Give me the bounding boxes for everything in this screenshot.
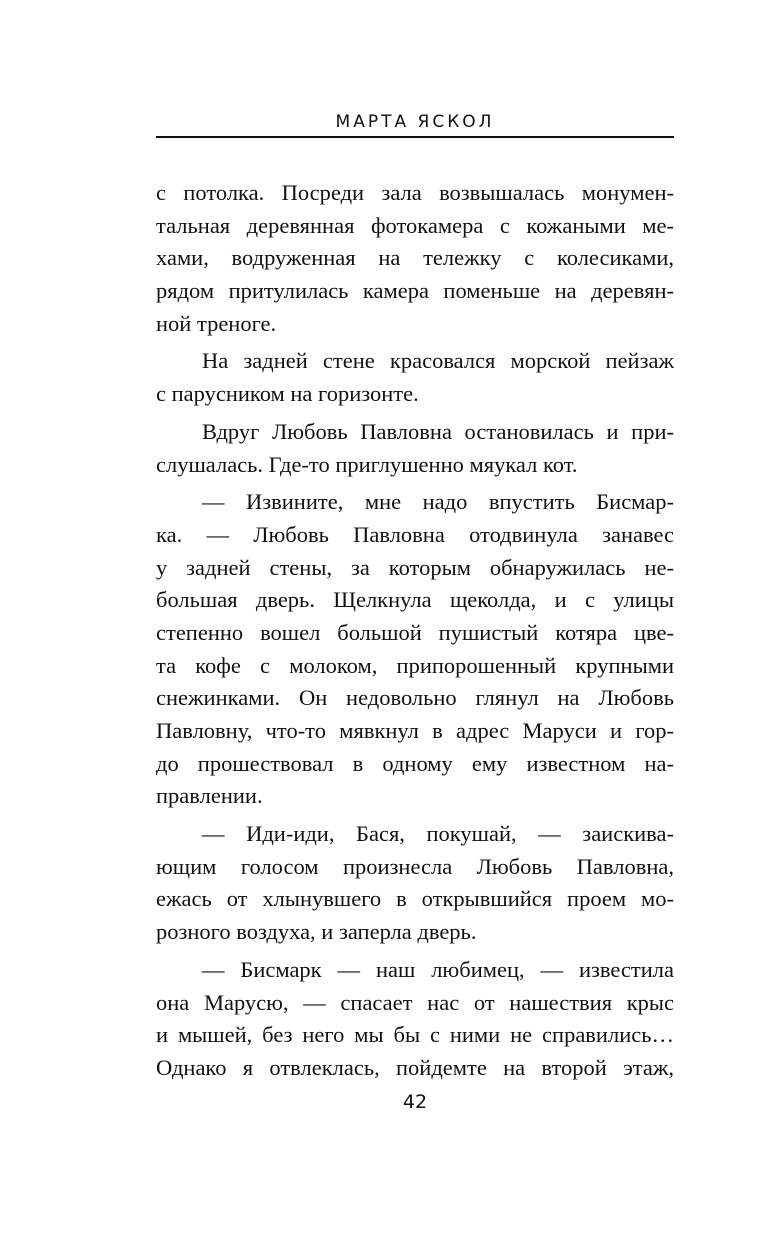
text-line: хами, водруженная на тележку с колесиками, bbox=[156, 245, 674, 271]
text-line: — Бисмарк — наш любимец, — известила bbox=[202, 956, 674, 982]
text-line: степенно вошел большой пушистый котяра цве- bbox=[156, 619, 674, 645]
text-line: рядом притулилась камера поменьше на деревян- bbox=[156, 278, 674, 304]
paragraph bbox=[156, 416, 674, 481]
paragraph bbox=[156, 818, 674, 949]
paragraph bbox=[156, 954, 674, 1085]
text-line: большая дверь. Щелкнула щеколда, и с улицы bbox=[156, 587, 674, 613]
text-line: снежинками. Он недовольно глянул на Любовь bbox=[156, 685, 674, 711]
text-line: ка. — Любовь Павловна отодвинула занавес bbox=[156, 521, 674, 547]
paragraph bbox=[156, 486, 674, 813]
text-line: ежась от хлынувшего в открывшийся проем мо- bbox=[156, 886, 674, 912]
text-line: правлении. bbox=[156, 783, 263, 809]
text-line: у задней стены, за которым обнаружилась не- bbox=[156, 554, 674, 580]
text-line: Павловну, что-то мявкнул в адрес Маруси и гор- bbox=[156, 718, 674, 743]
page-number: 42 bbox=[402, 1091, 428, 1113]
text-line: Вдруг Любовь Павловна остановилась и при- bbox=[202, 418, 674, 444]
text-line: — Иди-иди, Бася, покушай, — заискива- bbox=[202, 821, 674, 847]
text-line: до прошествовал в одному ему известном на- bbox=[156, 750, 674, 776]
text-line: с парусником на горизонте. bbox=[156, 381, 419, 407]
paragraph bbox=[156, 177, 674, 340]
text-line: ной треноге. bbox=[156, 310, 277, 336]
text-line: — Извините, мне надо впустить Бисмар- bbox=[202, 489, 674, 515]
body-text bbox=[156, 177, 674, 1085]
text-line: и мышей, без него мы бы с ними не справились… bbox=[156, 1022, 674, 1048]
text-line: с потолка. Посреди зала возвышалась монумен- bbox=[156, 180, 674, 205]
text-line: тальная деревянная фотокамера с кожаными ме- bbox=[156, 212, 674, 238]
text-line: слушалась. Где-то приглушенно мяукал кот. bbox=[156, 451, 578, 477]
running-head: МАРТА ЯСКОЛ bbox=[335, 112, 495, 132]
header-rule bbox=[156, 136, 674, 138]
paragraph bbox=[156, 345, 674, 410]
text-line: Однако я отвлеклась, пойдемте на второй этаж, bbox=[156, 1054, 674, 1080]
text-line: она Марусю, — спасает нас от нашествия крыс bbox=[156, 989, 674, 1015]
text-line: На задней стене красовался морской пейзаж bbox=[202, 348, 674, 374]
text-line: та кофе с молоком, припорошенный крупными bbox=[156, 652, 674, 678]
text-line: ющим голосом произнесла Любовь Павловна, bbox=[156, 853, 674, 879]
text-line: розного воздуха, и заперла дверь. bbox=[156, 919, 477, 945]
